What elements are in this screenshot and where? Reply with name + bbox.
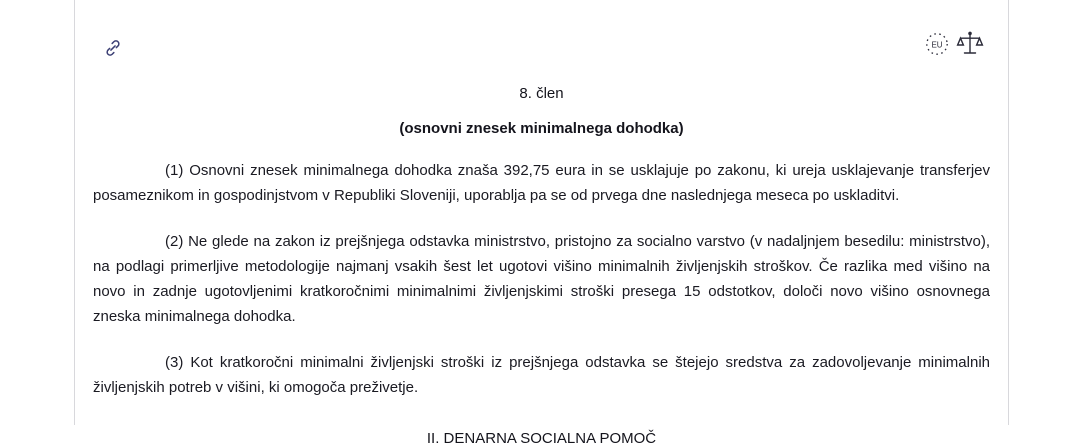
link-icon[interactable] xyxy=(103,38,123,58)
eu-flag-icon[interactable] xyxy=(924,31,950,57)
article-header-row xyxy=(93,22,990,68)
document-content xyxy=(75,0,1008,447)
paragraph-3: (3) Kot kratkoročni minimalni življenjski stroški iz prejšnjega odstavka se štejejo sredstva za zadovoljevanje minimalnih življenjskih potreb v višini, ki omogoča preživetje. xyxy=(93,354,990,396)
article-title: (osnovni znesek minimalnega dohodka) xyxy=(399,120,684,137)
column-rule-right xyxy=(1008,0,1009,425)
paragraph-2: (2) Ne glede na zakon iz prejšnjega odstavka ministrstvo, pristojno za socialno varstvo (v nadaljnjem besedilu: ministrstvo), na podlagi primerljive metodologije najmanj vsakih šest let ugotovi višino minimalnih življenjskih stroškov. Če razlika med višino na novo in zadnje ugotovljenimi kratkoročnimi minimalnimi življenjskimi stroški presega 15 odstotkov, določi novo višino osnovnega zneska minimalnega dohodka. xyxy=(93,233,990,325)
balance-scale-icon[interactable] xyxy=(956,30,984,58)
article-icon-group xyxy=(924,30,984,58)
article-number: 8. člen xyxy=(519,85,564,102)
section-heading: II. DENARNA SOCIALNA POMOČ xyxy=(426,430,657,447)
paragraph-1: (1) Osnovni znesek minimalnega dohodka znaša 392,75 eura in se usklajuje po zakonu, ki ureja usklajevanje transferjev posameznikom in gospodinjstvom v Republiki Sloveniji, uporablja pa se od prvega dne naslednjega meseca po uskladitvi. xyxy=(93,162,990,204)
svg-text:EU: EU xyxy=(931,40,943,50)
